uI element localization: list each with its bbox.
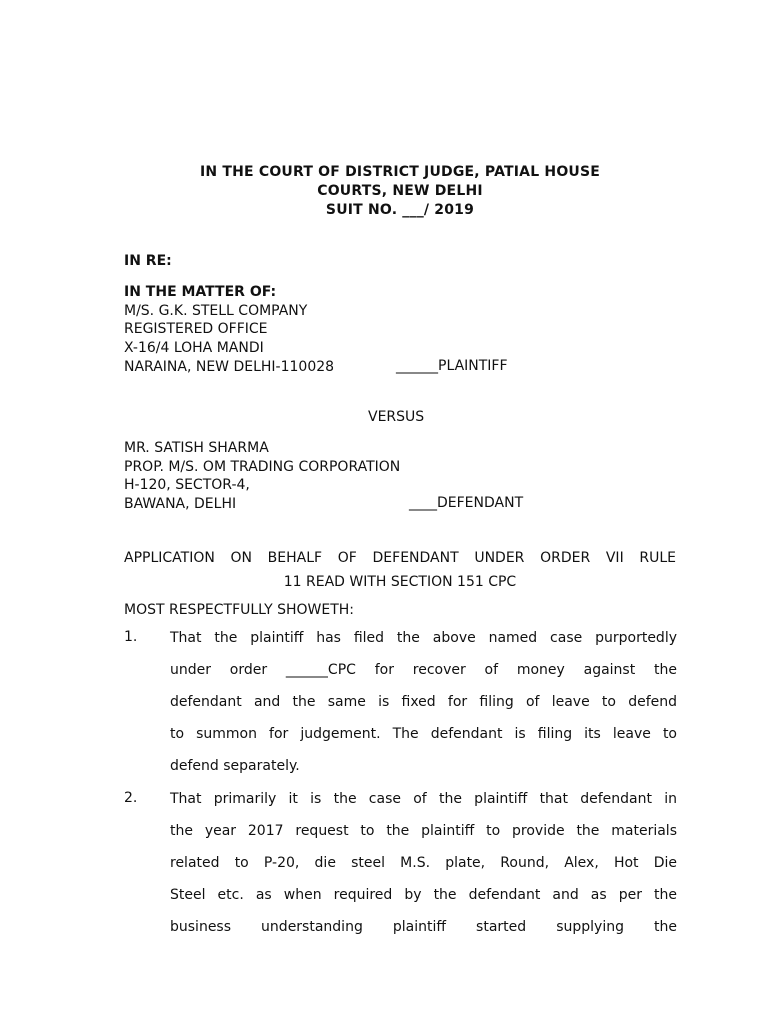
- paragraph-line: defendant and the same is fixed for filing of leave to defend: [170, 694, 677, 710]
- defendant-line: BAWANA, DELHI: [124, 496, 237, 513]
- application-title-line-1: APPLICATION ON BEHALF OF DEFENDANT UNDER ORDER VII RULE: [124, 550, 676, 566]
- paragraph-line: to summon for judgement. The defendant is filing its leave to: [170, 726, 677, 742]
- defendant-block: [124, 439, 400, 514]
- application-title-line-2: 11 READ WITH SECTION 151 CPC: [283, 574, 517, 590]
- showeth-label: MOST RESPECTFULLY SHOWETH:: [124, 602, 355, 618]
- defendant-line: PROP. M/S. OM TRADING CORPORATION: [124, 458, 401, 475]
- defendant-label: ____DEFENDANT: [409, 495, 524, 511]
- paragraph-2: [170, 783, 677, 943]
- plaintiff-line: M/S. G.K. STELL COMPANY: [124, 302, 308, 319]
- paragraph-1-number: 1.: [124, 629, 138, 645]
- matter-title: IN THE MATTER OF:: [124, 284, 277, 300]
- plaintiff-line: REGISTERED OFFICE: [124, 321, 268, 338]
- defendant-line: MR. SATISH SHARMA: [124, 440, 269, 456]
- plaintiff-label: ______PLAINTIFF: [396, 358, 508, 374]
- plaintiff-line: NARAINA, NEW DELHI-110028: [124, 358, 335, 375]
- court-heading-line-2: COURTS, NEW DELHI: [317, 183, 483, 199]
- paragraph-1: [170, 622, 677, 782]
- suit-number: SUIT NO. ___/ 2019: [325, 202, 475, 218]
- plaintiff-block: [124, 283, 334, 377]
- court-heading-line-1: IN THE COURT OF DISTRICT JUDGE, PATIAL HOUSE: [199, 164, 601, 180]
- paragraph-line: related to P-20, die steel M.S. plate, Round, Alex, Hot Die: [170, 855, 677, 871]
- paragraph-line: under order ______CPC for recover of money against the: [170, 662, 677, 678]
- paragraph-line: That primarily it is the case of the plaintiff that defendant in: [170, 791, 677, 807]
- paragraph-line: Steel etc. as when required by the defendant and as per the: [170, 887, 677, 903]
- paragraph-line: defend separately.: [170, 758, 300, 774]
- paragraph-2-number: 2.: [124, 790, 138, 806]
- paragraph-line: the year 2017 request to the plaintiff to provide the materials: [170, 823, 677, 839]
- paragraph-line: business understanding plaintiff started supplying the: [170, 919, 677, 935]
- defendant-line: H-120, SECTOR-4,: [124, 477, 250, 494]
- plaintiff-line: X-16/4 LOHA MANDI: [124, 340, 264, 357]
- court-heading: [124, 163, 676, 220]
- in-re-label: IN RE:: [124, 253, 172, 269]
- application-title: [124, 546, 676, 594]
- versus-label: VERSUS: [368, 409, 425, 425]
- paragraph-line: That the plaintiff has filed the above named case purportedly: [170, 630, 677, 646]
